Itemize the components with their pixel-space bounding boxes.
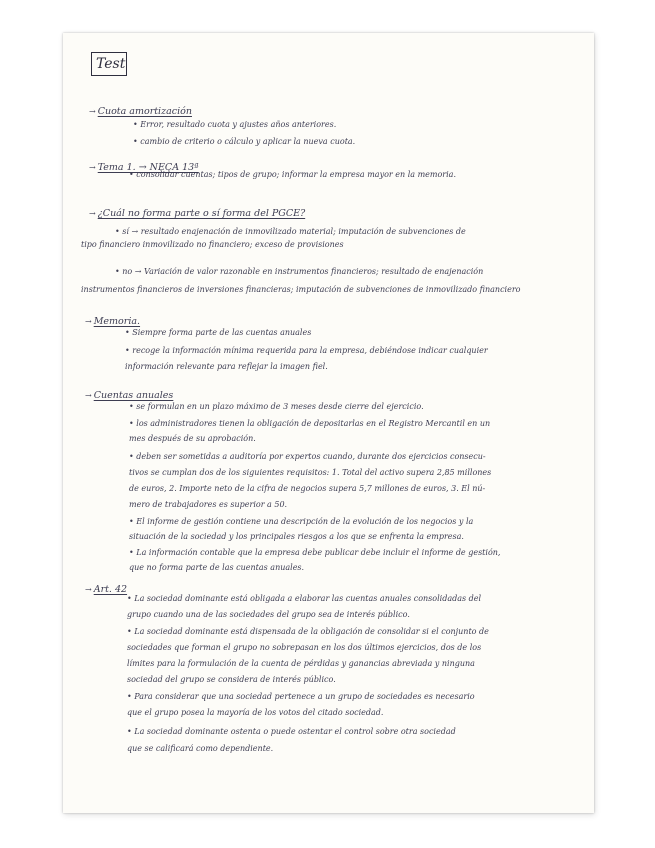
note-line: que el grupo posea la mayoría de los votos del citado sociedad. — [127, 708, 384, 717]
note-line: • Error, resultado cuota y ajustes años anteriores. — [133, 120, 337, 129]
heading-text: Cuota amortización — [97, 106, 192, 117]
heading-text: Art. 42 — [93, 584, 128, 595]
note-line: que no forma parte de las cuentas anuales. — [129, 563, 305, 572]
note-line: • los administradores tienen la obligación de depositarlas en el Registro Mercantil en un — [129, 419, 491, 428]
section-heading — [89, 203, 305, 219]
title-box — [91, 52, 127, 76]
arrow-right-icon: → — [85, 585, 92, 594]
note-line: • El informe de gestión contiene una descripción de la evolución de los negocios y la — [129, 517, 474, 526]
note-line: • recoge la información mínima requerida para la empresa, debiéndose indicar cualquier — [125, 346, 488, 355]
note-line: grupo cuando una de las sociedades del grupo sea de interés público. — [127, 610, 410, 619]
arrow-right-icon: → — [89, 209, 96, 218]
arrow-right-icon: → — [85, 317, 92, 326]
section-heading — [85, 385, 173, 401]
section-heading — [89, 101, 192, 117]
note-line: • Siempre forma parte de las cuentas anuales — [125, 328, 312, 337]
note-line: tivos se cumplan dos de los siguientes requisitos: 1. Total del activo supera 2,85 millones — [129, 468, 492, 477]
heading-text: Cuentas anuales — [93, 390, 174, 401]
arrow-right-icon: → — [89, 107, 96, 116]
arrow-right-icon: → — [85, 391, 92, 400]
note-line: • deben ser sometidas a auditoría por expertos cuando, durante dos ejercicios consecu- — [129, 452, 486, 461]
heading-text: Memoria. — [93, 316, 141, 327]
note-line: mero de trabajadores es superior a 50. — [129, 500, 288, 509]
note-line: • La sociedad dominante está dispensada de la obligación de consolidar si el conjunto de — [127, 627, 489, 636]
note-line: de euros, 2. Importe neto de la cifra de negocios supera 5,7 millones de euros, 3. El nú- — [129, 484, 486, 493]
note-line: • Para considerar que una sociedad pertenece a un grupo de sociedades es necesario — [127, 692, 475, 701]
note-line: • no → Variación de valor razonable en instrumentos financieros; resultado de enajenación — [115, 267, 484, 276]
note-line: • cambio de criterio o cálculo y aplicar la nueva cuota. — [133, 137, 356, 146]
note-line: mes después de su aprobación. — [129, 434, 256, 443]
note-line: sociedad del grupo se considera de interés público. — [127, 675, 336, 684]
notebook-page — [63, 33, 594, 813]
section-heading — [85, 311, 140, 327]
note-line: • se formulan en un plazo máximo de 3 meses desde cierre del ejercicio. — [129, 402, 424, 411]
note-line: instrumentos financieros de inversiones financieras; imputación de subvenciones de inmovilizado financiero — [81, 285, 521, 294]
note-line: tipo financiero inmovilizado no financiero; exceso de provisiones — [81, 240, 344, 249]
note-line: situación de la sociedad y los principales riesgos a los que se enfrenta la empresa. — [129, 532, 464, 541]
note-line: que se calificará como dependiente. — [127, 744, 274, 753]
section-heading — [85, 579, 127, 595]
note-line: información relevante para reflejar la imagen fiel. — [125, 362, 328, 371]
note-line: • La sociedad dominante está obligada a elaborar las cuentas anuales consolidadas del — [127, 594, 482, 603]
heading-text: ¿Cuál no forma parte o sí forma del PGCE? — [97, 208, 306, 219]
heading-text: Tema 1. → NECA 13ª — [97, 162, 199, 173]
note-line: • La sociedad dominante ostenta o puede ostentar el control sobre otra sociedad — [127, 727, 456, 736]
note-line: • sí → resultado enajenación de inmovilizado material; imputación de subvenciones de — [115, 227, 466, 236]
note-line: sociedades que forman el grupo no sobrepasan en los dos últimos ejercicios, dos de los — [127, 643, 482, 652]
note-line: • consolidar cuentas; tipos de grupo; informar la empresa mayor en la memoria. — [129, 170, 456, 179]
note-line: límites para la formulación de la cuenta de pérdidas y ganancias abreviada y ninguna — [127, 659, 475, 668]
note-line: • La información contable que la empresa debe publicar debe incluir el informe de gestión, — [129, 548, 501, 557]
page-title: Test — [96, 56, 126, 72]
arrow-right-icon: → — [89, 163, 96, 172]
